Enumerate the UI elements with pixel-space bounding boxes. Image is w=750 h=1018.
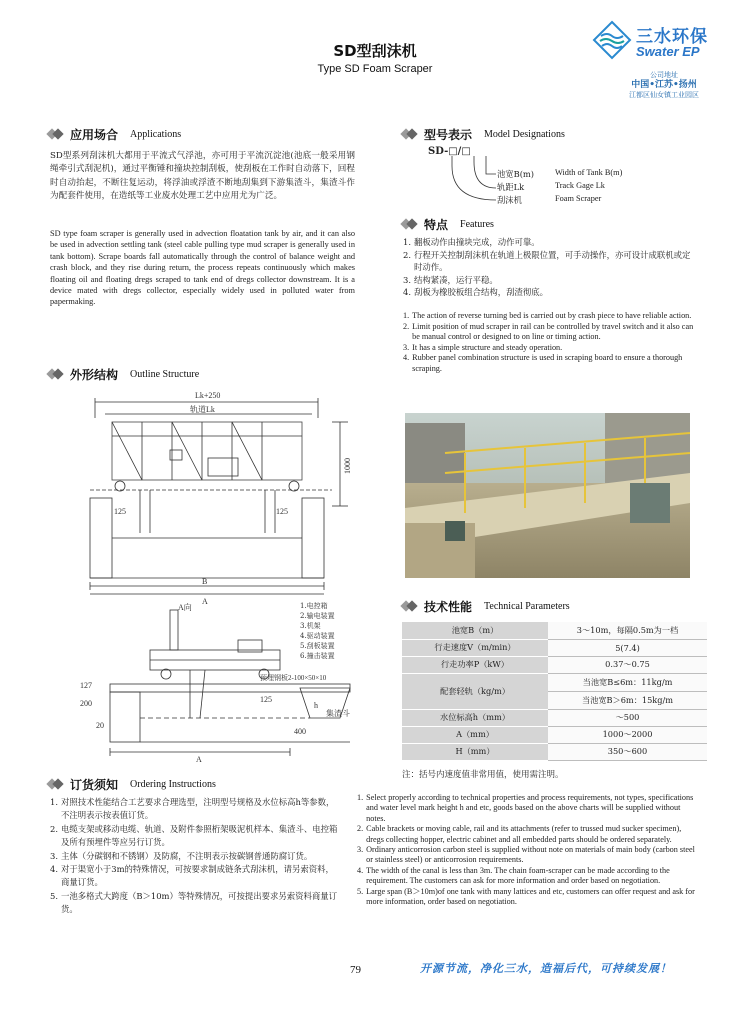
section-diamond-icon	[402, 599, 418, 613]
applications-text-en: SD type foam scraper is generally used in advection floatation tank by air, and it can also be used in advection settling tank (steel cable pulling type mud scraper is generally used in tank bottom). Scrape boards fall automatically through the control of balance weight and crash block, and they rise during return, the process repeats continuously which makes floating oil and floating dregs scraped to tank end of dregs collector downstream. It is a device mated with dregs collector, especially widely used in polluted water from papermaking.	[50, 229, 355, 307]
list-item: 3. 结构紧凑，运行平稳。	[403, 274, 498, 285]
list-item: 5. Large span (B＞10m)of one tank with many lattices and etc, customers can offer request and ask for more information, order based on negotiation.	[357, 886, 695, 907]
table-row: 行走功率P（kW） 0.37～0.75	[402, 656, 707, 673]
parameters-note: 注：括号内速度值非常用值，使用需注明。	[402, 770, 564, 780]
legend-item: 4.驱动装置	[300, 632, 335, 640]
table-row: H（mm） 350～600	[402, 743, 707, 760]
features-title-zh: 特点	[424, 217, 449, 232]
side-dim-a-label: A	[196, 755, 202, 764]
designation-row-zh: 刮沫机	[497, 195, 522, 205]
list-item: 2. Limit position of mud scraper in rail can be controlled by travel switch and it also can be manual control or designed to on line or timing action.	[403, 321, 694, 342]
parameters-table	[402, 622, 707, 761]
logo-address-label: 公司地址	[650, 71, 678, 79]
ordering-list-zh	[50, 796, 340, 917]
list-item: 3. 主体（分碳钢和不锈钢）及防腐，不注明表示按碳钢普通防腐订货。	[50, 850, 313, 861]
designation-heading	[402, 126, 565, 142]
rail-label: 轨道Lk	[190, 405, 215, 414]
list-item: 4. Rubber panel combination structure is used in scraping board to ensure a thorough scraping.	[403, 353, 683, 373]
legend-item: 6.撞击装置	[300, 652, 335, 660]
dim-127-label: 127	[80, 681, 92, 690]
list-item: 1. 对照技术性能结合工艺要求合理选型，注明型号规格及水位标高h等参数，不注明表示按表值订货。	[50, 797, 335, 821]
legend-item: 5.刮板装置	[300, 642, 335, 650]
logo-name-en: Swater EP	[636, 44, 700, 59]
parameters-heading	[402, 598, 570, 614]
list-item: 1. 翻板动作由撞块完成，动作可靠。	[403, 237, 540, 247]
logo-address-main: 中国•江苏•扬州	[631, 80, 697, 90]
section-diamond-icon	[48, 777, 64, 791]
logo-mark-icon	[594, 22, 630, 58]
list-item: 2. 电缆支架或移动电缆、轨道、及附件参照桁架吸泥机样本、集渣斗、电控箱及所有预埋件等应另行订货。	[50, 823, 338, 848]
applications-title-zh: 应用场合	[70, 127, 119, 142]
dim-125c-label: 125	[260, 695, 272, 704]
logo-name-zh: 三水环保	[636, 27, 708, 47]
list-item: 1. Select properly according to technical properties and process requirements, not types, specifications and water level mark height h and etc, goods based on the above charts will be supplied without notes.	[357, 793, 694, 823]
page-title: SD型刮沫机	[333, 42, 417, 60]
applications-text-zh: SD型系列刮沫机大都用于平流式气浮池，亦可用于平流沉淀池(池底一般采用钢绳牵引式刮泥机)，通过平衡锤和撞块控制刮板，使刮板在工作时自动落下，回程时自动抬起，不断往复运动，将浮油或浮渣不断地刮集到下游集渣斗，集渣斗作为配套件使用，在造纸等工业废水处理工艺中应用尤为广泛。	[50, 151, 355, 201]
features-heading	[402, 216, 494, 232]
list-item: 3. Ordinary anticorrosion carbon steel is supplied without note on materials of main body (carbon steel or stainless steel) or anticorrosion requirements.	[357, 845, 695, 865]
list-item: 2. Cable brackets or moving cable, rail and its attachments (refer to trussed mud sucker specimen), dregs collecting hopper, electric cabinet and all embedded parts should be ordered separately.	[357, 824, 682, 844]
dim-20-label: 20	[96, 721, 104, 730]
list-item: 1. The action of reverse turning bed is carried out by crash piece to have reliable action.	[403, 311, 692, 320]
designation-row-en: Foam Scraper	[555, 194, 602, 203]
ordering-title-en: Ordering Instructions	[130, 778, 216, 790]
footer-slogan: 开源节流，净化三水，造福后代，可持续发展！	[420, 962, 672, 975]
table-row: 行走速度V（m/min） 5(7.4)	[402, 639, 707, 656]
dim-height-label: 1000	[343, 458, 352, 474]
collector-label: 集渣斗	[326, 709, 350, 718]
features-title-en: Features	[460, 218, 494, 230]
ordering-list-en	[357, 793, 699, 907]
list-item: 4. The width of the canal is less than 3m. The chain foam-scraper can be made according to the requirement. The customers can ask for more information and order based on negotiation.	[357, 865, 670, 886]
designation-title-zh: 型号表示	[424, 127, 473, 142]
ordering-title-zh: 订货须知	[70, 777, 119, 792]
legend-item: 3.机架	[300, 622, 321, 630]
section-diamond-icon	[48, 367, 64, 381]
company-logo	[592, 20, 732, 64]
dim-top-label: Lk+250	[195, 391, 221, 400]
logo-address	[604, 70, 724, 100]
table-row: 配套轻轨（kg/m） 当池宽B≤6m：11kg/m	[402, 673, 707, 691]
parameters-title-en: Technical Parameters	[484, 600, 570, 612]
outline-structure-drawing	[50, 388, 390, 768]
page-number: 79	[350, 964, 361, 976]
features-list-zh	[403, 236, 698, 299]
list-item: 2. 行程开关控制刮沫机在轨道上极限位置，可手动操作，亦可设计成联机或定时动作。	[403, 249, 691, 273]
legend-item: 1.电控箱	[300, 602, 328, 610]
list-item: 4. 对于渠宽小于3m的特殊情况，可按要求制成链条式刮沫机，请另索资料，商量订货。	[50, 864, 334, 888]
designation-code: SD-□/□	[428, 146, 471, 157]
designation-row-zh: 池宽B(m)	[497, 169, 535, 179]
table-row: A（mm） 1000～2000	[402, 726, 707, 743]
parameters-title-zh: 技术性能	[424, 599, 473, 614]
table-row: 当池宽B＞6m：15kg/m	[402, 691, 707, 709]
dim-125b-label: 125	[276, 507, 288, 516]
logo-address-sub: 江都区仙女镇工业园区	[629, 91, 699, 99]
view-a-label: A向	[178, 603, 192, 612]
dim-125a-label: 125	[114, 507, 126, 516]
section-diamond-icon	[402, 217, 418, 231]
section-diamond-icon	[402, 127, 418, 141]
dim-200-label: 200	[80, 699, 92, 708]
dim-h-label: h	[314, 701, 318, 710]
installation-photo	[405, 413, 690, 578]
ordering-heading	[48, 776, 216, 792]
table-row: 水位标高h（mm） ～500	[402, 709, 707, 726]
structure-heading	[48, 366, 199, 382]
designation-row-en: Width of Tank B(m)	[555, 168, 623, 177]
structure-title-zh: 外形结构	[70, 367, 119, 382]
features-list-en	[403, 311, 698, 375]
designation-title-en: Model Designations	[484, 128, 565, 140]
designation-rows	[497, 168, 697, 207]
designation-row-zh: 轨距Lk	[497, 182, 525, 192]
dim-400-label: 400	[294, 727, 306, 736]
designation-row-en: Track Gage Lk	[555, 181, 605, 190]
table-row: 池宽B（m） 3～10m，每隔0.5m为一档	[402, 622, 707, 639]
designation-leader-lines	[448, 156, 498, 208]
structure-title-en: Outline Structure	[130, 368, 200, 380]
applications-heading	[48, 126, 181, 142]
section-diamond-icon	[48, 127, 64, 141]
list-item: 5. 一池多格式大跨度（B＞10m）等特殊情况，可按提出要求另索资料商量订货。	[50, 890, 338, 915]
page-subtitle: Type SD Foam Scraper	[317, 63, 433, 75]
dim-a-label: A	[202, 597, 208, 606]
dim-b-label: B	[202, 577, 208, 586]
legend-item: 2.输电装置	[300, 612, 335, 620]
structure-legend	[300, 601, 335, 660]
plate-note: 预埋钢板2-100×50×10	[260, 674, 327, 682]
list-item: 3. It has a simple structure and steady operation.	[403, 342, 563, 352]
list-item: 4. 刮板为橡胶板组合结构，刮渣彻底。	[403, 287, 548, 298]
applications-title-en: Applications	[130, 128, 182, 140]
